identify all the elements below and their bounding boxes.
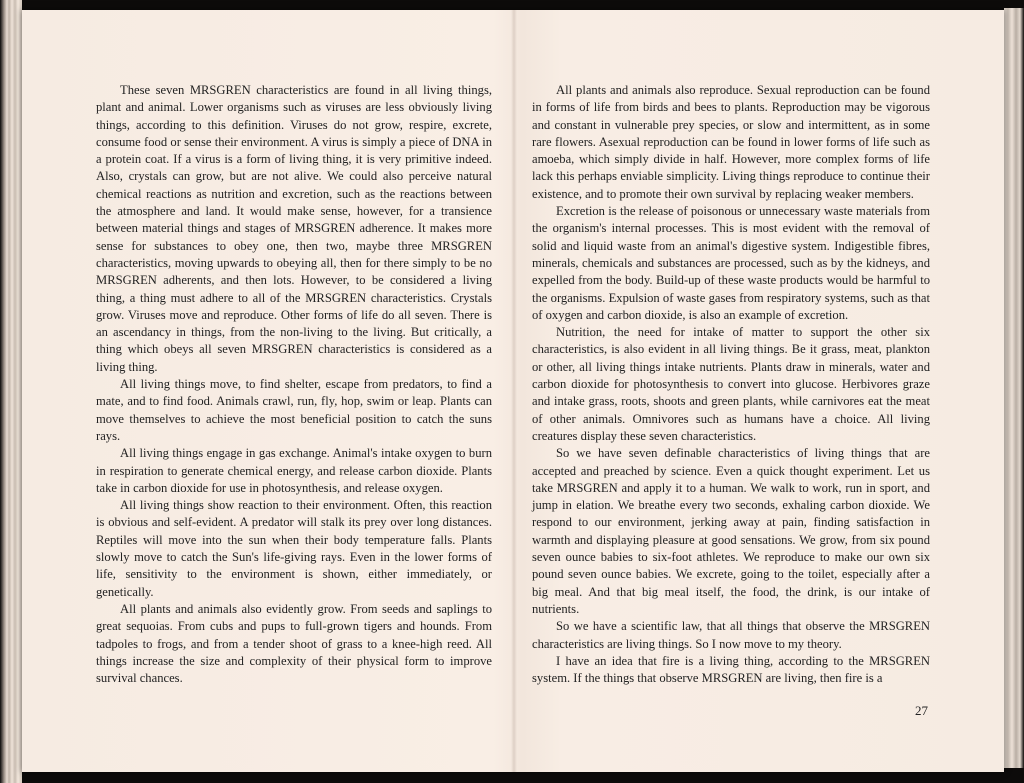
- paragraph: So we have a scientific law, that all things that observe the MRSGREN characteristics are living things. So I now move to my theory.: [532, 619, 930, 651]
- page-number: 27: [915, 703, 928, 718]
- paragraph: All plants and animals also evidently grow. From seeds and saplings to great sequoias. From cubs and pups to full-grown tigers and hounds. From tadpoles to frogs, and from a tender shoot of grass to a knee-high reed. All things increase the size and complexity of their physical form to improve survival chances.: [96, 601, 492, 686]
- paragraph: These seven MRSGREN characteristics are found in all living things, plant and animal. Lower organisms such as viruses are less obviously living things, according to this definition. Viruses do not grow, respire, excrete, consume food or sense their environment. A virus is simply a piece of DNA in a protein coat. If a virus is a form of living thing, it is very primitive indeed. Also, crystals can grow, but are not alive. We could also perceive natural chemical reactions as nutrition and excretion, such as the reactions between the atmosphere and land. It would make sense, however, for a transience between material things and stages of MRSGREN adherence. It makes more sense for substances to obey one, then two, maybe three MRSGREN characteristics, moving upwards to obeying all, then for there simply to be no MRSGREN adherents, and then lots. However, to be considered a living thing, a thing must adhere to all of the MRSGREN characteristics. Crystals grow. Viruses move and reproduce. Other forms of life do all seven. There is an ascendancy in things, from the non-living to the living. But critically, a thing which obeys all seven MRSGREN characteristics is considered as a living thing.: [96, 83, 492, 374]
- paragraph: Nutrition, the need for intake of matter to support the other six characteristics, is also evident in all living things. Be it grass, meat, plankton or other, all living things intake nutrients. Plants draw in minerals, water and carbon dioxide for photosynthesis to convert into glucose. Herbivores graze and intake grass, roots, shoots and green plants, while carnivores eat the meat of other animals. Omnivores such as humans have a choice. All living creatures display these seven characteristics.: [532, 325, 930, 443]
- paragraph: All living things engage in gas exchange. Animal's intake oxygen to burn in respiration to generate chemical energy, and release carbon dioxide. Plants take in carbon dioxide for use in photosynthesis, and release oxygen.: [96, 446, 492, 495]
- paper-stack-right-edge: [1004, 8, 1024, 768]
- paragraph: All living things show reaction to their environment. Often, this reaction is obvious and self-evident. A predator will stalk its prey over long distances. Reptiles will move into the sun when their body temperature falls. Plants slowly move to catch the Sun's life-giving rays. Even in the lower forms of life, sensitivity to the environment is shown, either immediately, or genetically.: [96, 498, 492, 599]
- page-gutter: [511, 10, 517, 772]
- open-book-page-spread: [22, 10, 1004, 772]
- paragraph: So we have seven definable characteristics of living things that are accepted and preached by science. Even a quick thought experiment. Let us take MRSGREN and apply it to a human. We walk to work, run in sport, and jump in elation. We breathe every two seconds, exhaling carbon dioxide. We respond to our environment, jerking away at pain, finding satisfaction in warmth and displaying pleasure at good sensations. We grow, from six pound seven ounce babies to six-foot athletes. We reproduce to make our own six pound seven ounce babies. We excrete, going to the toilet, especially after a big meal. And that big meal itself, the food, the drink, is our intake of nutrients.: [532, 446, 930, 616]
- right-text-column: [532, 82, 930, 687]
- paragraph: All living things move, to find shelter, escape from predators, to find a mate, and to find food. Animals crawl, run, fly, hop, swim or leap. Plants can move themselves to achieve the most beneficial position to catch the suns rays.: [96, 377, 492, 443]
- left-text-column: [96, 82, 492, 687]
- paragraph: I have an idea that fire is a living thing, according to the MRSGREN system. If the things that observe MRSGREN are living, then fire is a: [532, 653, 930, 686]
- paper-stack-left-edge: [0, 0, 22, 783]
- paragraph: All plants and animals also reproduce. Sexual reproduction can be found in forms of life from birds and bees to plants. Reproduction may be vigorous and constant in vulnerable prey species, or slow and intermittent, as in some rare flowers. Asexual reproduction can be found in lower forms of life such as amoeba, which simply divide in half. However, more complex forms of life lack this perhaps enviable simplicity. Living things reproduce to continue their existence, and to promote their own survival by replacing weaker members.: [532, 83, 930, 201]
- paragraph: Excretion is the release of poisonous or unnecessary waste materials from the organism's internal processes. This is most evident with the removal of solid and liquid waste from an animal's digestive system. Indigestible fibres, minerals, chemicals and substances are processed, such as by the kidneys, and expelled from the body. Build-up of these waste products would be harmful to the organisms. Expulsion of waste gases from respiratory systems, such as that of oxygen and carbon dioxide, is also an example of excretion.: [532, 204, 930, 322]
